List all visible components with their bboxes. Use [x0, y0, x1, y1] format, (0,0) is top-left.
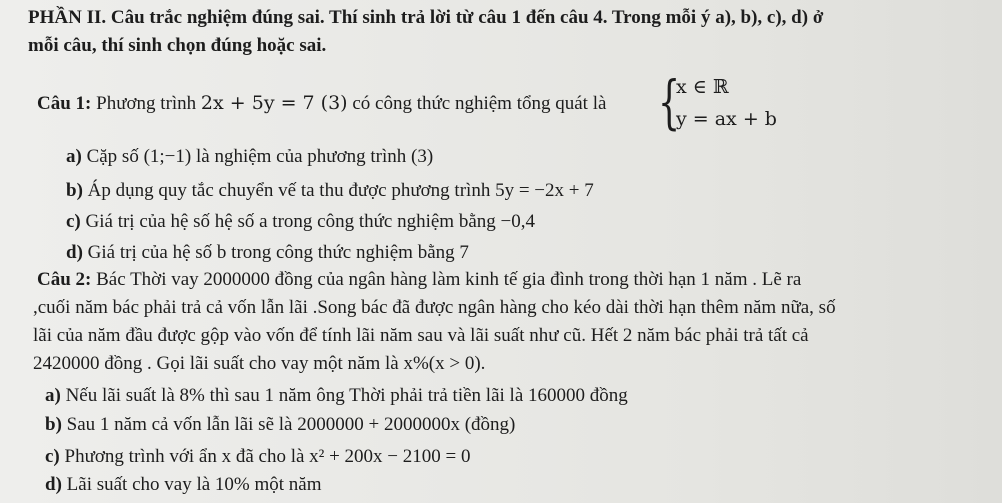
section-heading: PHẦN II. Câu trắc nghiệm đúng sai. Thí sinh trả lời từ câu 1 đến câu 4. Trong mỗi ý a), b), c), d) ở: [28, 7, 824, 28]
q1-equation: 2x + 5y = 7 (3): [200, 92, 348, 114]
q1-label: Câu 1:: [37, 93, 92, 114]
q1-option-b: b) Áp dụng quy tắc chuyển vế ta thu được phương trình 5y = −2x + 7: [66, 180, 594, 201]
q2-stem-line-2: ,cuối năm bác phải trả cả vốn lẫn lãi .Song bác đã được ngân hàng cho kéo dài thời hạn thêm năm nữa, số: [33, 297, 836, 318]
section-heading-continued: mỗi câu, thí sinh chọn đúng hoặc sai.: [28, 35, 327, 56]
q1-option-d: d) Giá trị của hệ số b trong công thức nghiệm bằng 7: [66, 242, 469, 263]
system-line-2: y = ax + b: [676, 108, 777, 130]
q2-stem-line-3: lãi của năm đầu được gộp vào vốn để tính lãi năm sau và lãi suất như cũ. Hết 2 năm bác phải trả tất cả: [33, 325, 809, 346]
q2-option-a: a) Nếu lãi suất là 8% thì sau 1 năm ông Thời phải trả tiền lãi là 160000 đồng: [45, 385, 628, 406]
q1-stem-text: Phương trình: [96, 93, 197, 114]
q1-stem: [37, 92, 606, 115]
q1-option-a: a) Cặp số (1;−1) là nghiệm của phương trình (3): [66, 146, 434, 167]
q1-stem-after: có công thức nghiệm tổng quát là: [352, 93, 607, 114]
q1-solution-system: [658, 70, 778, 134]
q2-stem-line-4: 2420000 đồng . Gọi lãi suất cho vay một năm là x%(x > 0).: [33, 353, 486, 374]
q2-option-b: b) Sau 1 năm cả vốn lẫn lãi sẽ là 2000000 + 2000000x (đồng): [45, 414, 516, 435]
q2-label: Câu 2:: [37, 269, 92, 290]
q2-option-c: c) Phương trình với ẩn x đã cho là x² + 200x − 2100 = 0: [45, 446, 471, 467]
q1-option-c: c) Giá trị của hệ số hệ số a trong công thức nghiệm bằng −0,4: [66, 211, 535, 232]
q2-option-d: d) Lãi suất cho vay là 10% một năm: [45, 474, 322, 495]
brace-icon: {: [658, 68, 681, 136]
system-line-1: x ∈ ℝ: [676, 76, 729, 98]
q2-stem-line-1: Câu 2: Bác Thời vay 2000000 đồng của ngân hàng làm kinh tế gia đình trong thời hạn 1 năm . Lẽ ra: [37, 269, 802, 290]
